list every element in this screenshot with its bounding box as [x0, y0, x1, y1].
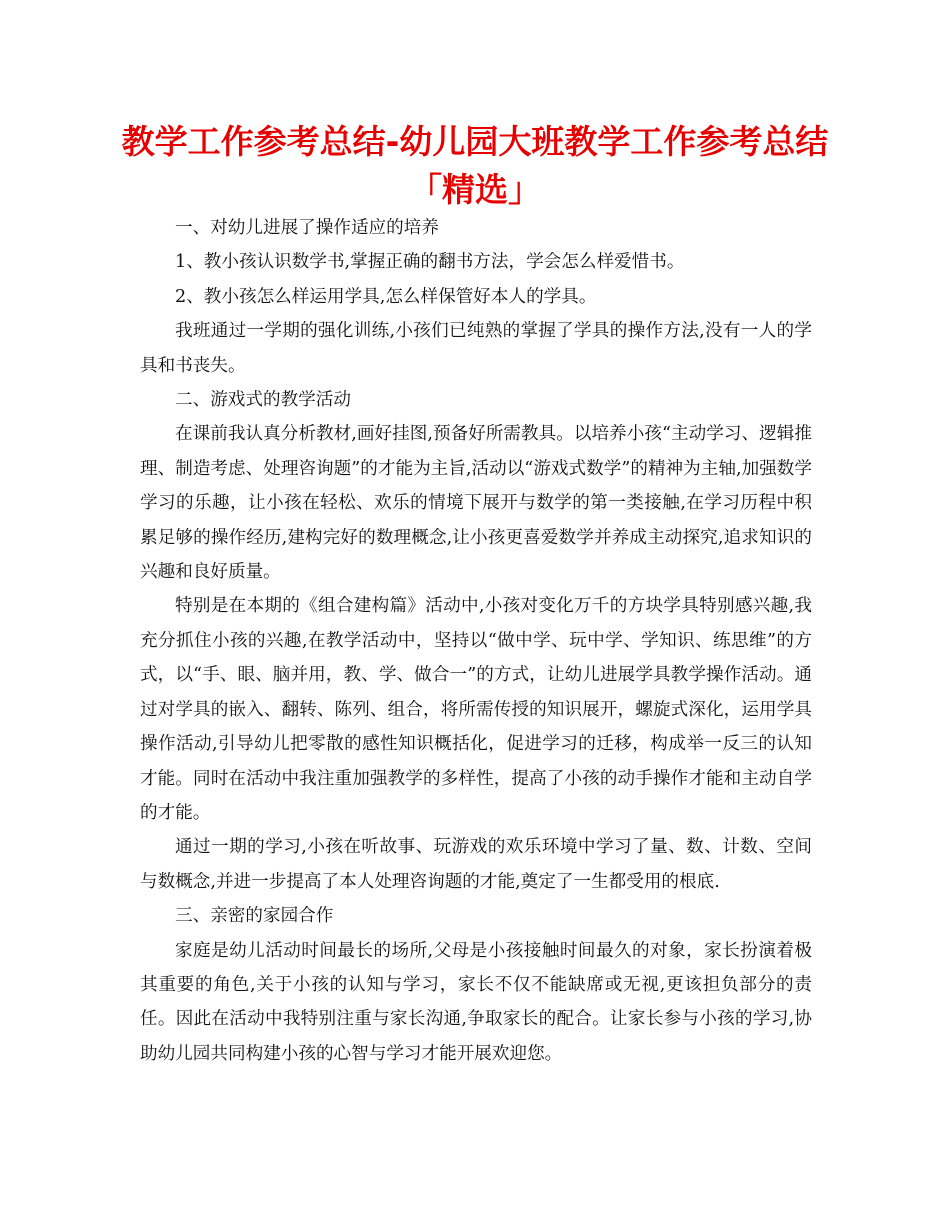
paragraph: 特别是在本期的《组合建构篇》活动中,小孩对变化万千的方块学具特别感兴趣,我充分抓住小孩的兴趣,在教学活动中，坚持以“做中学、玩中学、学知识、练思维”的方式，以“手、眼、脑并用，教、学、做合一”的方式，让幼儿进展学具教学操作活动。通过对学具的嵌入、翻转、陈列、组合，将所需传授的知识展开，螺旋式深化，运用学具操作活动,引导幼儿把零散的感性知识概括化，促进学习的迁移，构成举一反三的认知才能。同时在活动中我注重加强教学的多样性，提高了小孩的动手操作才能和主动自学的才能。 — [140, 596, 812, 823]
paragraph: 家庭是幼儿活动时间最长的场所,父母是小孩接触时间最久的对象，家长扮演着极其重要的角色,关于小孩的认知与学习，家长不仅不能缺席或无视,更该担负部分的责任。因此在活动中我特别注重与家长沟通,争取家长的配合。让家长参与小孩的学习,协助幼儿园共同构建小孩的心智与学习才能开展欢迎您。 — [140, 940, 812, 1064]
paragraph: 通过一期的学习,小孩在听故事、玩游戏的欢乐环境中学习了量、数、计数、空间与数概念,并进一步提高了本人处理咨询题的才能,奠定了一生都受用的根底. — [140, 837, 812, 892]
paragraph: 1、教小孩认识数学书,掌握正确的翻书方法，学会怎么样爱惜书。 — [175, 252, 685, 273]
section-heading: 二、游戏式的教学活动 — [175, 390, 351, 411]
section-heading: 一、对幼儿进展了操作适应的培养 — [175, 218, 439, 238]
paragraph: 我班通过一学期的强化训练,小孩们已纯熟的掌握了学具的操作方法,没有一人的学具和书丧失。 — [140, 321, 812, 376]
paragraph: 2、教小孩怎么样运用学具,怎么样保管好本人的学具。 — [175, 286, 597, 307]
document-body — [140, 211, 812, 1071]
paragraph: 在课前我认真分析教材,画好挂图,预备好所需教具。以培养小孩“主动学习、逻辑推理、制造考虑、处理咨询题”的才能为主旨,活动以“游戏式数学”的精神为主轴,加强数学学习的乐趣，让小孩在轻松、欢乐的情境下展开与数学的第一类接触,在学习历程中积累足够的操作经历,建构完好的数理概念,让小孩更喜爱数学并养成主动探究,追求知识的兴趣和良好质量。 — [140, 424, 812, 583]
document-title: 教学工作参考总结-幼儿园大班教学工作参考总结「精选」 — [121, 122, 829, 209]
section-heading: 三、亲密的家园合作 — [175, 906, 334, 927]
